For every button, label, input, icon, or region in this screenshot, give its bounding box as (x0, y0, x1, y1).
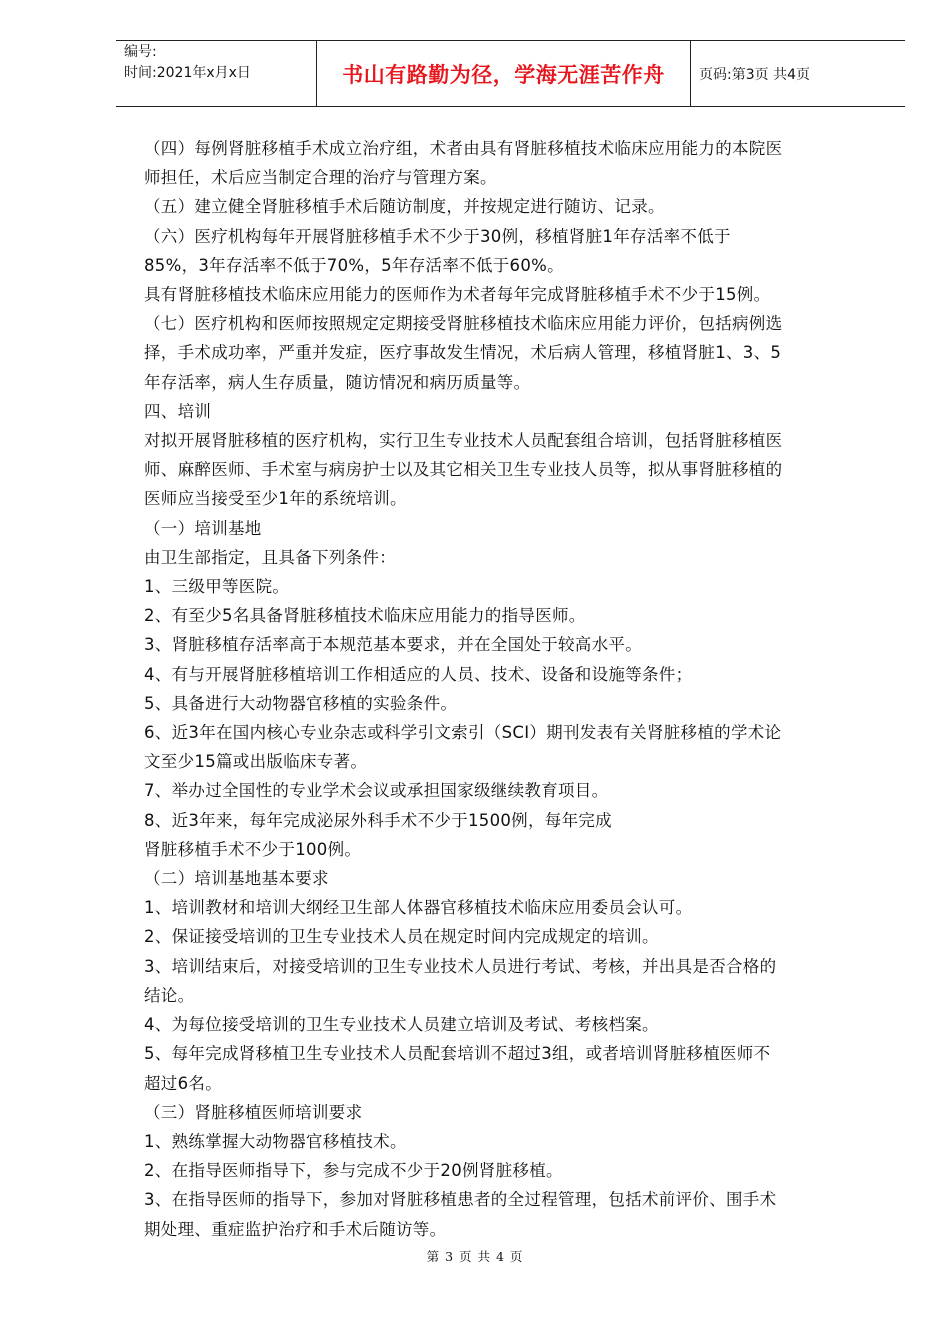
text-line: 择，手术成功率，严重并发症，医疗事故发生情况，术后病人管理，移植肾脏1、3、5 (144, 343, 782, 363)
text-line: 85%，3年存活率不低于70%，5年存活率不低于60%。 (144, 255, 564, 275)
text-line: 7、举办过全国性的专业学术会议或承担国家级继续教育项目。 (144, 781, 609, 801)
text-line: （二）培训基地基本要求 (144, 869, 329, 889)
text-line: （五）建立健全肾脏移植手术后随访制度，并按规定进行随访、记录。 (144, 197, 665, 217)
text-line: 超过6名。 (144, 1073, 222, 1093)
text-line: 5、具备进行大动物器官移植的实验条件。 (144, 693, 458, 713)
text-line: 由卫生部指定，且具备下列条件： (144, 547, 396, 567)
text-line: 1、三级甲等医院。 (144, 577, 290, 597)
text-line: （七）医疗机构和医师按照规定定期接受肾脏移植技术临床应用能力评价，包括病例选 (144, 314, 783, 334)
header-meta (116, 41, 316, 106)
text-line: （六）医疗机构每年开展肾脏移植手术不少于30例，移植肾脏1年存活率不低于 (144, 226, 731, 246)
text-line: 3、培训结束后，对接受培训的卫生专业技术人员进行考试、考核，并出具是否合格的 (144, 956, 777, 976)
header-page-label: 页码:第3页 共4页 (699, 66, 810, 83)
text-line: （四）每例肾脏移植手术成立治疗组，术者由具有肾脏移植技术临床应用能力的本院医 (144, 139, 783, 158)
text-line: 具有肾脏移植技术临床应用能力的医师作为术者每年完成肾脏移植手术不少于15例。 (144, 285, 771, 305)
time-label: 时间:2021年x月x日 (124, 65, 251, 81)
text-line: （三）肾脏移植医师培训要求 (144, 1102, 363, 1122)
code-label: 编号: (124, 44, 157, 60)
text-line: 2、在指导医师指导下，参与完成不少于20例肾脏移植。 (144, 1161, 563, 1181)
text-line: 师担任，术后应当制定合理的治疗与管理方案。 (144, 168, 497, 188)
page-footer: 第 3 页 共 4 页 (426, 1249, 524, 1264)
text-line: 文至少15篇或出版临床专著。 (144, 752, 368, 772)
text-line: 年存活率，病人生存质量，随访情况和病历质量等。 (144, 372, 531, 392)
text-line: 4、为每位接受培训的卫生专业技术人员建立培训及考试、考核档案。 (144, 1015, 659, 1035)
text-line: 结论。 (144, 985, 195, 1005)
text-line: 3、在指导医师的指导下，参加对肾脏移植患者的全过程管理，包括术前评价、围手术 (144, 1190, 777, 1210)
text-line: 医师应当接受至少1年的系统培训。 (144, 489, 407, 509)
text-line: （一）培训基地 (144, 518, 262, 538)
text-line: 1、培训教材和培训大纲经卫生部人体器官移植技术临床应用委员会认可。 (144, 898, 693, 918)
document-body (144, 134, 874, 1244)
text-line: 对拟开展肾脏移植的医疗机构，实行卫生专业技术人员配套组合培训，包括肾脏移植医 (144, 431, 783, 451)
text-line: 1、熟练掌握大动物器官移植技术。 (144, 1131, 407, 1151)
page-header (116, 40, 905, 107)
text-line: 肾脏移植手术不少于100例。 (144, 839, 362, 859)
text-line: 5、每年完成肾移植卫生专业技术人员配套培训不超过3组，或者培训肾脏移植医师不 (144, 1044, 771, 1064)
text-line: 期处理、重症监护治疗和手术后随访等。 (144, 1219, 447, 1239)
text-line: 四、培训 (144, 401, 212, 421)
text-line: 师、麻醉医师、手术室与病房护士以及其它相关卫生专业技人员等，拟从事肾脏移植的 (144, 460, 783, 480)
text-line: 3、肾脏移植存活率高于本规范基本要求，并在全国处于较高水平。 (144, 635, 642, 655)
header-motto: 书山有路勤为径，学海无涯苦作舟 (316, 41, 691, 106)
text-line: 2、有至少5名具备肾脏移植技术临床应用能力的指导医师。 (144, 606, 586, 626)
text-line: 8、近3年来，每年完成泌尿外科手术不少于1500例，每年完成 (144, 810, 612, 830)
text-line: 2、保证接受培训的卫生专业技术人员在规定时间内完成规定的培训。 (144, 927, 659, 947)
text-line: 4、有与开展肾脏移植培训工作相适应的人员、技术、设备和设施等条件； (144, 664, 693, 684)
text-line: 6、近3年在国内核心专业杂志或科学引文索引（SCI）期刊发表有关肾脏移植的学术论 (144, 723, 782, 743)
